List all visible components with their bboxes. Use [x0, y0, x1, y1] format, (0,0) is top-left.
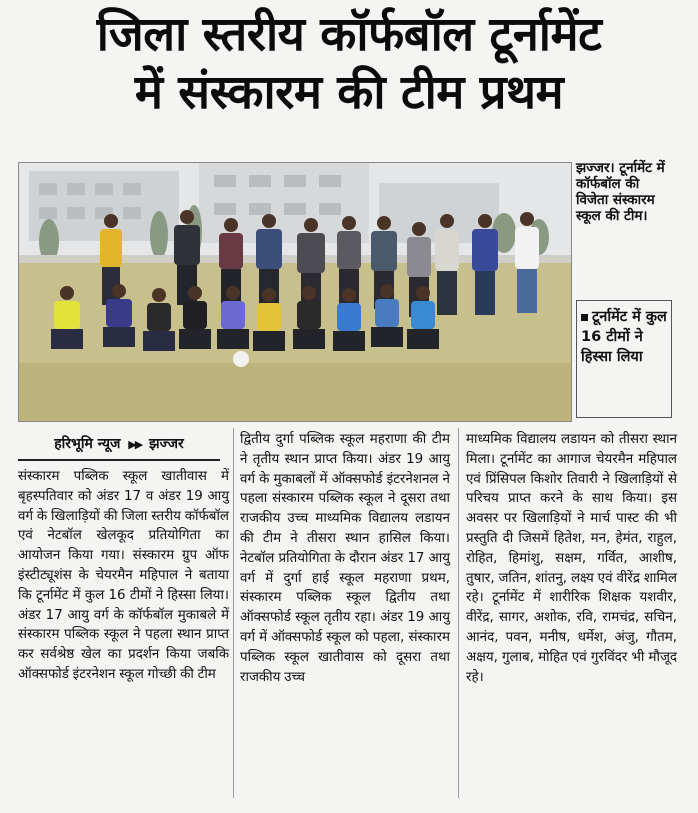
column-divider [233, 428, 234, 798]
highlight-box [576, 300, 672, 418]
byline-location: झज्जर [149, 436, 184, 452]
byline [18, 434, 220, 461]
team-photo-illustration [19, 163, 571, 421]
photo-caption: झज्जर। टूर्नामेंट में कॉर्फबॉल की विजेता संस्कारम स्कूल की टीम। [576, 160, 665, 224]
headline-line-2: में संस्कारम की टीम प्रथम [134, 65, 564, 120]
article-column-1: संस्कारम पब्लिक स्कूल खातीवास में बृहस्पतिवार को अंडर 17 व अंडर 19 आयु वर्ग के खिलाड़ियों की जिला स्तरीय कॉर्फबॉल एवं नेटबॉल खेलकूद प्रतियोगिता का आयोजन किया गया। संस्कारम ग्रुप ऑफ इंस्टीट्यूशंस के चेयरमैन महिपाल ने बताया कि टूर्नामेंट में कुल 16 टीमों ने हिस्सा लिया। अंडर 17 आयु वर्ग के कॉर्फबॉल मुकाबले में संस्कारम पब्लिक स्कूल ने पहला स्थान प्राप्त कर सर्वश्रेष्ठ खेल का प्रदर्शन किया जबकि ऑक्सफोर्ड इंटरनेशन स्कूल गोच्छी की टीम [18, 469, 229, 682]
column-divider [458, 428, 459, 798]
team-photo [18, 162, 572, 422]
headline-line-1: जिला स्तरीय कॉर्फबॉल टूर्नामेंट [96, 7, 602, 62]
square-bullet-icon [581, 314, 588, 321]
byline-source: हरिभूमि न्यूज [54, 436, 121, 452]
headline [0, 6, 698, 122]
double-arrow-icon: ▶▶ [128, 438, 142, 451]
article-column-2: द्वितीय दुर्गा पब्लिक स्कूल महराणा की टीम ने तृतीय स्थान प्राप्त किया। अंडर 19 आयु वर्ग के मुकाबलों में ऑक्सफोर्ड इंटरनेशनल ने पहला संस्कारम पब्लिक स्कूल ने दूसरा तथा राजकीय उच्च माध्यमिक विद्यालय लडायन की टीम ने तीसरा स्थान हासिल किया। नेटबॉल प्रतियोगिता के दौरान अंडर 17 आयु वर्ग में दुर्गा हाई स्कूल महराणा प्रथम, संस्कारम पब्लिक स्कूल द्वितीय तथा ऑक्सफोर्ड स्कूल तृतीय रहा। अंडर 19 आयु वर्ग में ऑक्सफोर्ड स्कूल को पहला, संस्कारम पब्लिक स्कूल खातीवास को दूसरा तथा राजकीय उच्च [240, 432, 450, 685]
article-column-3: माध्यमिक विद्यालय लडायन को तीसरा स्थान मिला। टूर्नामेंट का आगाज चेयरमैन महिपाल एवं प्रिंसिपल किशोर तिवारी ने खिलाड़ियों से परिचय प्राप्त करने के साथ किया। इस अवसर पर खिलाड़ियों ने मार्च पास्ट की भी प्रस्तुति दी जिसमें हितेश, मन, हेमंत, राहुल, रोहित, हिमांशु, सक्षम, गर्वित, आशीष, तुषार, जतिन, शांतनु, लक्ष्य एवं वीरेंद्र शामिल रहे। टूर्नामेंट में शारीरिक शिक्षक यशवीर, वीरेंद्र, सागर, अशोक, रवि, रामचंद्र, सचिन, आनंद, पवन, मनीष, धर्मेश, अंजु, गौतम, अक्षय, गुलाब, मोहित एवं गुरविंदर भी मौजूद रहे। [466, 432, 677, 685]
highlight-text: टूर्नामेंट में कुल 16 टीमों ने हिस्सा लिया [581, 309, 667, 365]
